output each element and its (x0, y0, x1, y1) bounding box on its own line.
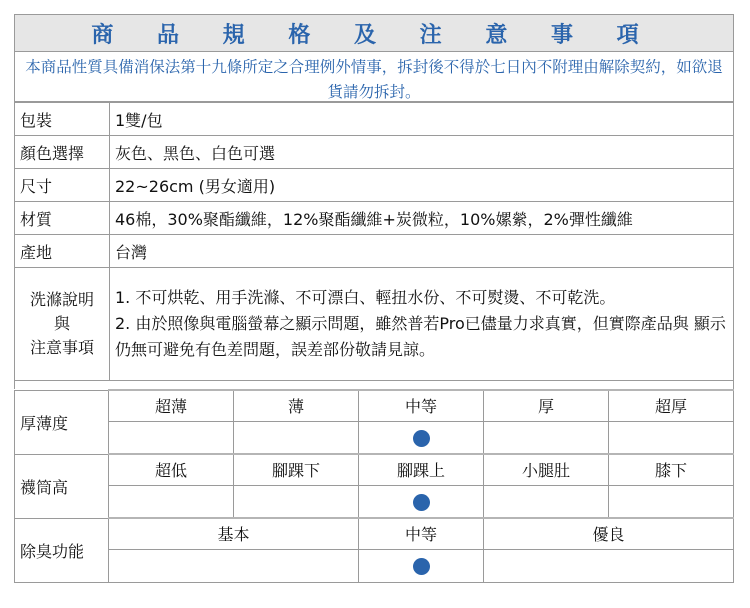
marker-cell (609, 421, 734, 454)
wash-note-1: 1. 不可烘乾、用手洗滌、不可漂白、輕扭水份、不可熨燙、不可乾洗。 (115, 288, 616, 307)
feature-scale-table (14, 389, 734, 583)
marker-cell (109, 485, 234, 518)
scale-option: 小腿肚 (484, 454, 609, 485)
scale-option: 腳踝下 (234, 454, 359, 485)
spec-sheet (14, 14, 734, 583)
spec-label: 產地 (15, 235, 110, 268)
spec-table (14, 102, 734, 381)
scale-option: 超厚 (609, 390, 734, 421)
scale-marker-row (15, 549, 734, 582)
marker-cell (109, 549, 359, 582)
spec-value: 台灣 (110, 235, 734, 268)
section-divider (14, 381, 734, 389)
marker-cell (359, 549, 484, 582)
spec-label: 顏色選擇 (15, 136, 110, 169)
marker-cell (234, 485, 359, 518)
scale-option: 超薄 (109, 390, 234, 421)
scale-label-thickness: 厚薄度 (15, 390, 109, 454)
scale-marker-row (15, 421, 734, 454)
marker-cell (484, 549, 734, 582)
scale-label-deodorizing: 除臭功能 (15, 518, 109, 582)
scale-option: 中等 (359, 390, 484, 421)
spec-row-wash-notes (15, 268, 734, 381)
return-policy-notice: 本商品性質具備消保法第十九條所定之合理例外情事，拆封後不得於七日內不附理由解除契約，如欲退貨請勿拆封。 (14, 52, 734, 102)
selected-level-dot-icon (413, 430, 430, 447)
wash-label (15, 268, 110, 381)
spec-row-size (15, 169, 734, 202)
spec-row-color (15, 136, 734, 169)
marker-cell (359, 485, 484, 518)
wash-label-line: 注意事項 (29, 338, 94, 357)
page-title: 商 品 規 格 及 注 意 事 項 (14, 14, 734, 52)
scale-header-row (15, 390, 734, 421)
selected-level-dot-icon (413, 558, 430, 575)
spec-label: 材質 (15, 202, 110, 235)
marker-cell (484, 485, 609, 518)
scale-option: 優良 (484, 518, 734, 549)
spec-row-material (15, 202, 734, 235)
spec-value: 1雙/包 (110, 103, 734, 136)
wash-label-line: 與 (53, 314, 70, 333)
spec-value: 灰色、黑色、白色可選 (110, 136, 734, 169)
spec-row-packaging (15, 103, 734, 136)
scale-header-row (15, 518, 734, 549)
spec-value: 22~26cm (男女適用) (110, 169, 734, 202)
marker-cell (609, 485, 734, 518)
spec-row-origin (15, 235, 734, 268)
scale-marker-row (15, 485, 734, 518)
scale-option: 膝下 (609, 454, 734, 485)
scale-label-cuff-height: 襪筒高 (15, 454, 109, 518)
spec-label: 尺寸 (15, 169, 110, 202)
marker-cell (359, 421, 484, 454)
scale-option: 腳踝上 (359, 454, 484, 485)
wash-note-2: 2. 由於照像與電腦螢幕之顯示問題，雖然普若Pro已儘量力求真實，但實際產品與 顯示仍無可避免有色差問題，誤差部份敬請見諒。 (115, 314, 726, 359)
marker-cell (234, 421, 359, 454)
scale-option: 薄 (234, 390, 359, 421)
scale-option: 超低 (109, 454, 234, 485)
spec-label: 包裝 (15, 103, 110, 136)
marker-cell (109, 421, 234, 454)
scale-header-row (15, 454, 734, 485)
scale-option: 基本 (109, 518, 359, 549)
spec-value: 46棉，30%聚酯纖維，12%聚酯纖維+炭微粒，10%嫘縈，2%彈性纖維 (110, 202, 734, 235)
marker-cell (484, 421, 609, 454)
selected-level-dot-icon (413, 494, 430, 511)
scale-option: 中等 (359, 518, 484, 549)
wash-notes (110, 268, 734, 381)
scale-option: 厚 (484, 390, 609, 421)
wash-label-line: 洗滌說明 (29, 290, 94, 309)
